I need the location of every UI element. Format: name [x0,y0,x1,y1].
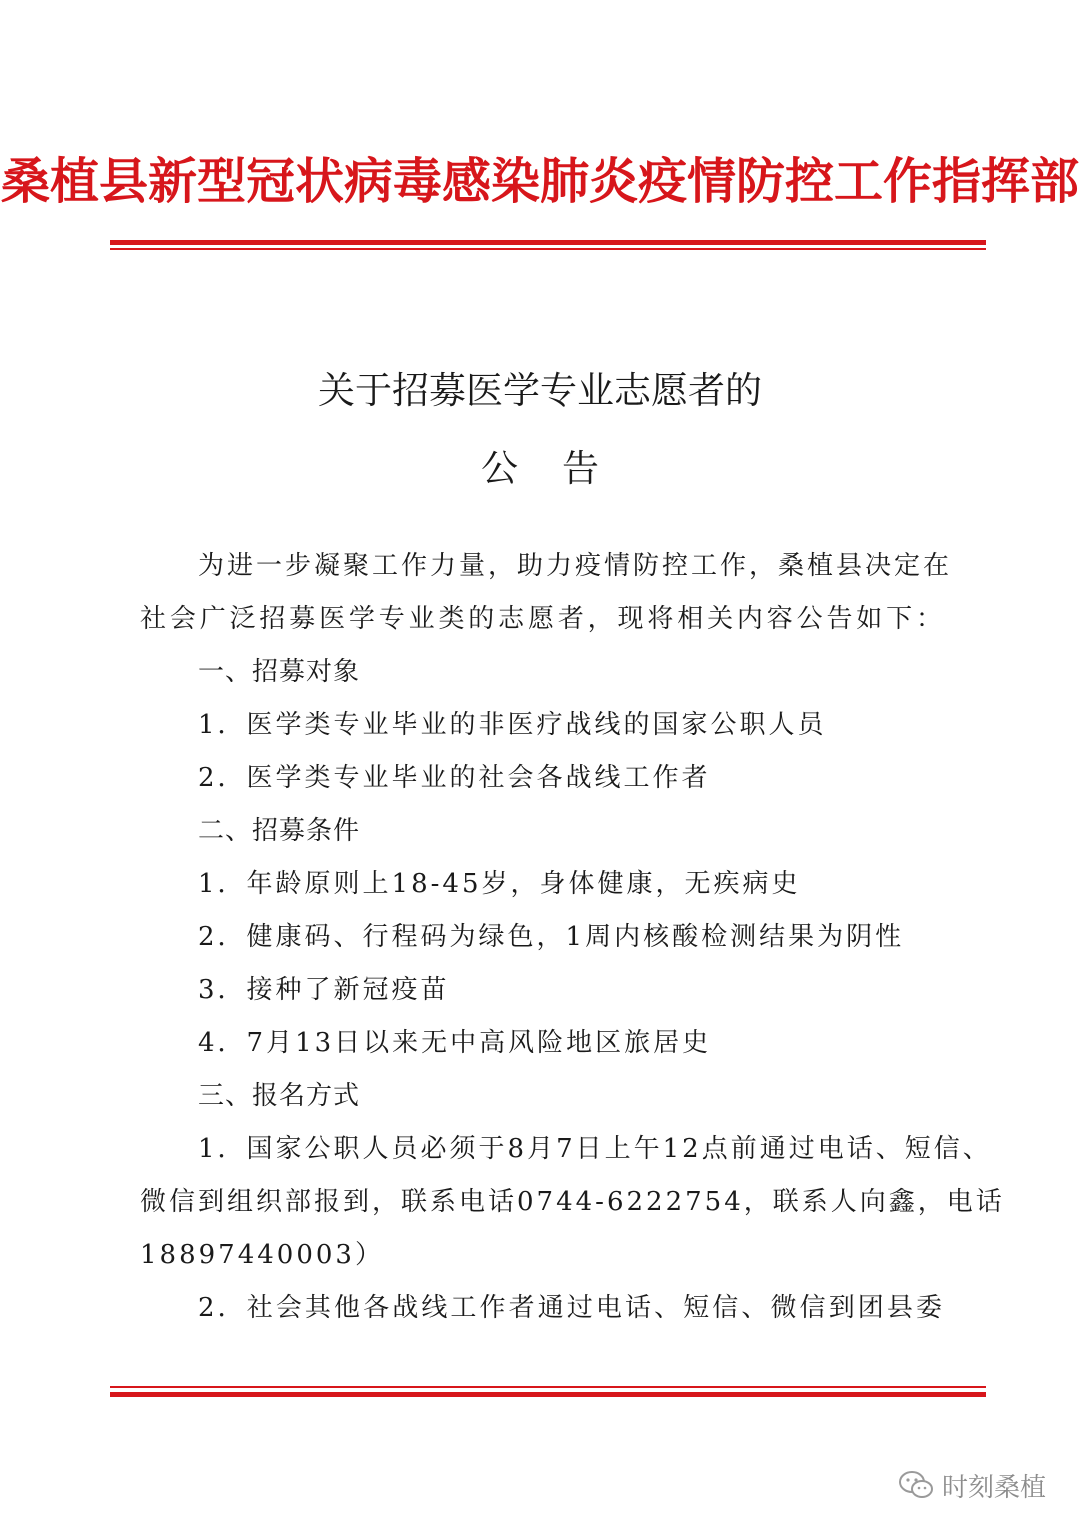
footer-rule-thin [110,1386,986,1388]
section-heading-targets: 一、招募对象 [198,657,361,687]
document-subtitle: 公告 [481,447,643,490]
intro-paragraph-line2: 社会广泛招募医学专业类的志愿者，现将相关内容公告如下： [140,604,945,634]
registration-item2-line1: 2．社会其他各战线工作者通过电话、短信、微信到团县委 [198,1293,945,1323]
document-body [140,540,1005,1335]
wechat-watermark [898,1465,1046,1505]
list-item: 1．年龄原则上18-45岁，身体健康，无疾病史 [198,869,801,899]
section-heading-registration: 三、报名方式 [198,1081,361,1111]
wechat-icon [898,1470,934,1500]
list-item: 2．医学类专业毕业的社会各战线工作者 [198,763,711,793]
registration-item1-line1: 1．国家公职人员必须于8月7日上午12点前通过电话、短信、 [198,1134,992,1164]
registration-item1-line3: 18897440003） [140,1240,384,1270]
list-item: 2．健康码、行程码为绿色，1周内核酸检测结果为阴性 [198,922,905,952]
footer-rule-thick [110,1392,986,1397]
watermark-text: 时刻桑植 [941,1472,1046,1503]
list-item: 1．医学类专业毕业的非医疗战线的国家公职人员 [198,710,827,740]
registration-item1-line2: 微信到组织部报到，联系电话0744-6222754，联系人向鑫，电话 [140,1187,1005,1217]
section-heading-conditions: 二、招募条件 [198,816,361,846]
intro-paragraph-line1: 为进一步凝聚工作力量，助力疫情防控工作，桑植县决定在 [198,551,953,581]
list-item: 3．接种了新冠疫苗 [198,975,450,1005]
document-title: 关于招募医学专业志愿者的 [318,369,762,412]
list-item: 4．7月13日以来无中高风险地区旅居史 [198,1028,712,1058]
org-header-title: 桑植县新型冠状病毒感染肺炎疫情防控工作指挥部 [0,153,1079,210]
header-rule-thin [110,248,986,250]
header-rule-thick [110,240,986,245]
